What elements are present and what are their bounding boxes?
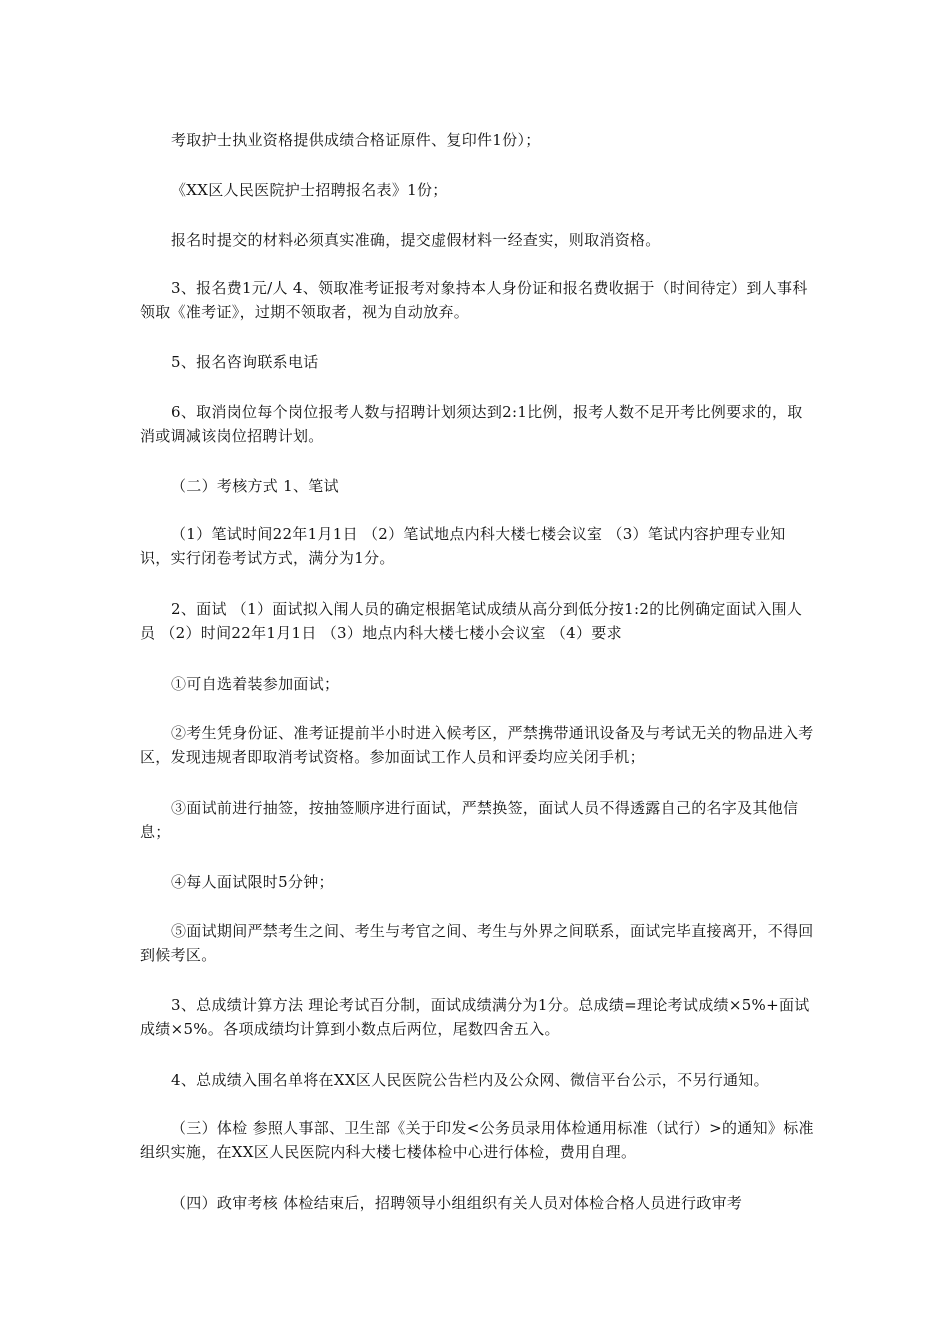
list-item: ①可自选着装参加面试； <box>171 675 340 693</box>
paragraph: 2、面试 （1）面试拟入闱人员的确定根据笔试成绩从高分到低分按1:2的比例确定面试入围人员 （2）时间22年1月1日 （3）地点内科大楼七楼小会议室 （4）要求 <box>140 600 803 642</box>
paragraph: 报名时提交的材料必须真实准确，提交虚假材料一经查实，则取消资格。 <box>171 231 661 249</box>
section-heading: （二）考核方式 1、笔试 <box>171 477 339 495</box>
paragraph: 3、总成绩计算方法 理论考试百分制，面试成绩满分为1分。总成绩=理论考试成绩×5%+面试成绩×5%。各项成绩均计算到小数点后两位，尾数四舍五入。 <box>140 996 810 1038</box>
list-item: ④每人面试限时5分钟； <box>171 873 334 891</box>
paragraph: 6、取消岗位每个岗位报考人数与招聘计划须达到2:1比例，报考人数不足开考比例要求的，取消或调减该岗位招聘计划。 <box>140 403 803 445</box>
paragraph: 考取护士执业资格提供成绩合格证原件、复印件1份）； <box>171 131 541 149</box>
section-heading: （四）政审考核 体检结束后，招聘领导小组组织有关人员对体检合格人员进行政审考 <box>171 1194 743 1212</box>
paragraph: 5、报名咨询联系电话 <box>171 353 319 371</box>
list-item: ②考生凭身份证、准考证提前半小时进入候考区，严禁携带通讯设备及与考试无关的物品进入考区，发现违规者即取消考试资格。参加面试工作人员和评委均应关闭手机； <box>140 724 814 766</box>
paragraph: 4、总成绩入围名单将在XX区人民医院公告栏内及公众网、微信平台公示，不另行通知。 <box>171 1071 769 1089</box>
paragraph: 3、报名费1元/人 4、领取准考证报考对象持本人身份证和报名费收据于（时间待定）到人事科领取《准考证》，过期不领取者，视为自动放弃。 <box>140 279 808 321</box>
list-item: ③面试前进行抽签，按抽签顺序进行面试，严禁换签，面试人员不得透露自己的名字及其他信息； <box>140 799 799 841</box>
list-item: ⑤面试期间严禁考生之间、考生与考官之间、考生与外界之间联系，面试完毕直接离开，不得回到候考区。 <box>140 922 814 964</box>
section-heading: （三）体检 参照人事部、卫生部《关于印发<公务员录用体检通用标准（试行）>的通知》标准组织实施，在XX区人民医院内科大楼七楼体检中心进行体检，费用自理。 <box>140 1119 814 1161</box>
paragraph: （1）笔试时间22年1月1日 （2）笔试地点内科大楼七楼会议室 （3）笔试内容护理专业知识，实行闭卷考试方式，满分为1分。 <box>140 525 786 567</box>
paragraph: 《XX区人民医院护士招聘报名表》1份； <box>171 181 448 199</box>
